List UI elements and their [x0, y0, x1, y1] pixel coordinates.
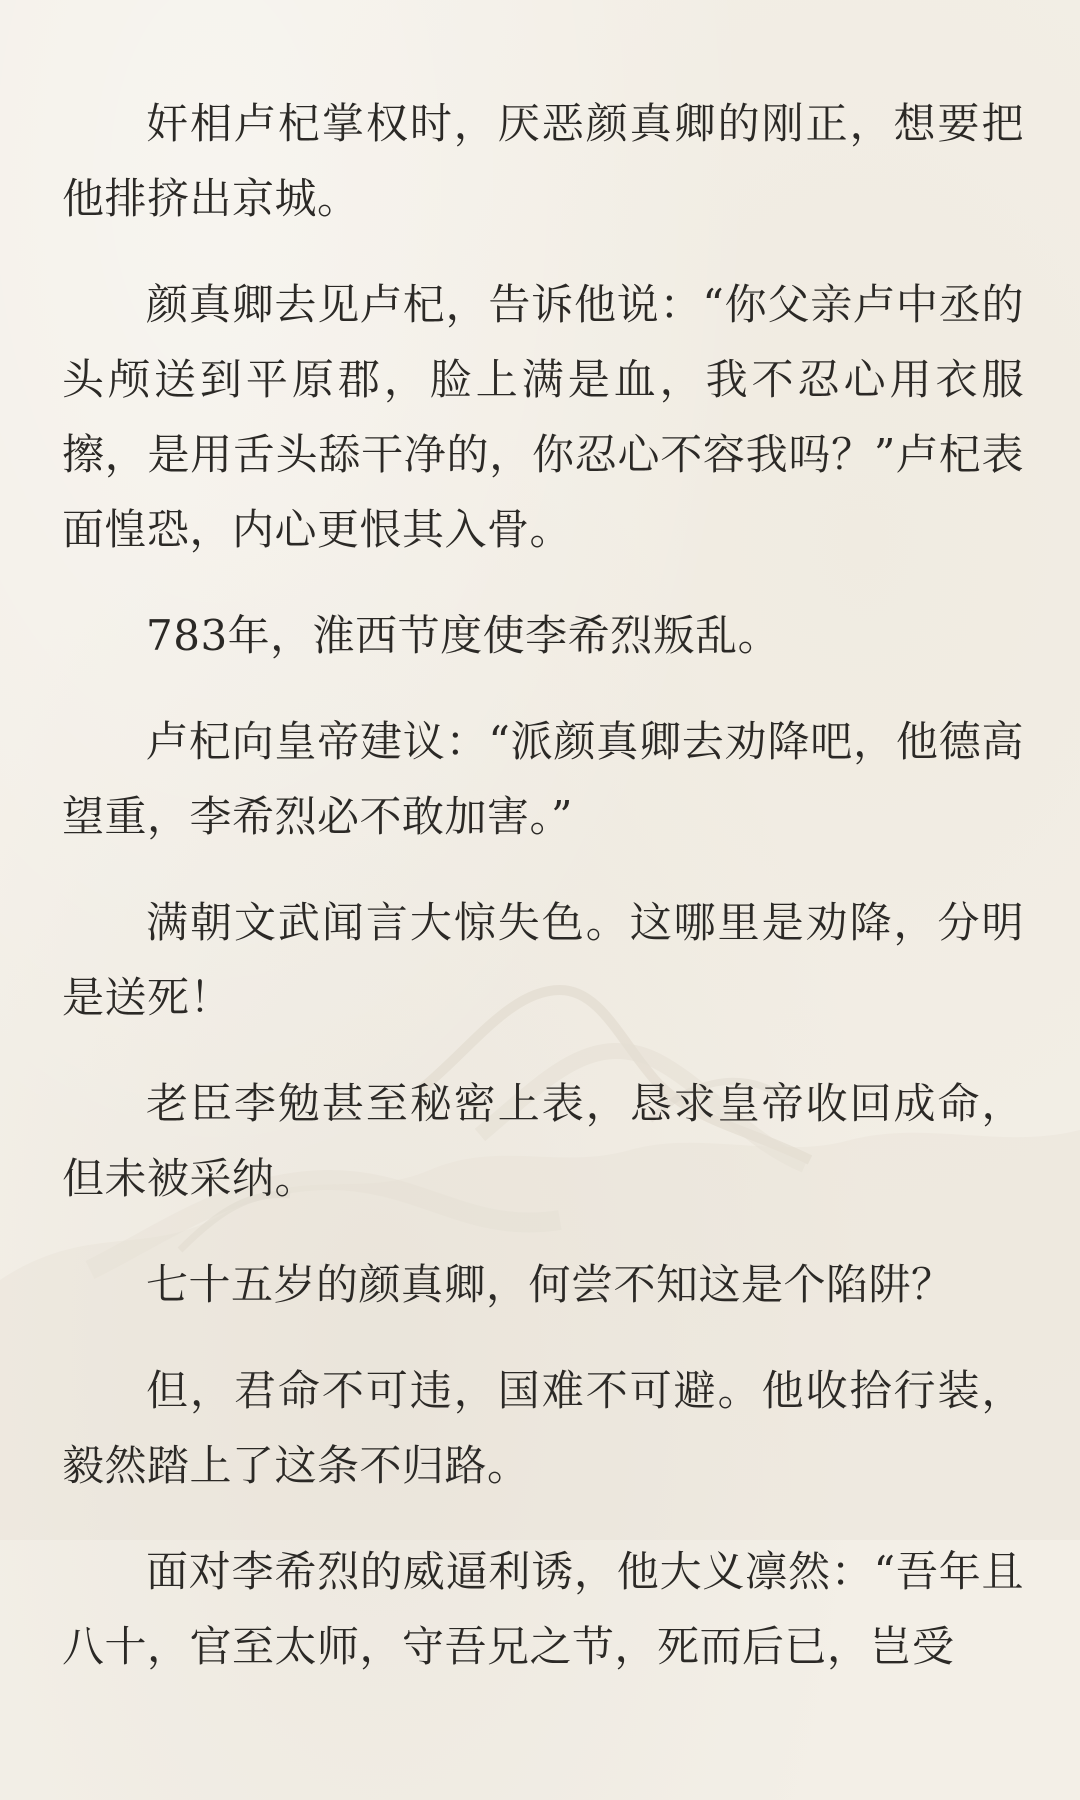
- article-paragraph: 七十五岁的颜真卿，何尝不知这是个陷阱？: [146, 1260, 954, 1309]
- article-paragraph: 满朝文武闻言大惊失色。这哪里是劝降，分明是送死！: [62, 898, 1024, 1022]
- article-paragraph: 卢杞向皇帝建议：“派颜真卿去劝降吧，他德高望重，李希烈必不敢加害。”: [62, 717, 1024, 841]
- article-paragraph: 奸相卢杞掌权时，厌恶颜真卿的刚正，想要把他排挤出京城。: [62, 99, 1024, 223]
- article-body: [62, 86, 1024, 1715]
- article-paragraph: 783年，淮西节度使李希烈叛乱。: [146, 611, 781, 660]
- article-paragraph: 面对李希烈的威逼利诱，他大义凛然：“吾年且八十，官至太师，守吾兄之节，死而后已，岂受: [62, 1547, 1024, 1671]
- article-paragraph: 老臣李勉甚至秘密上表，恳求皇帝收回成命，但未被采纳。: [62, 1079, 1024, 1203]
- article-paragraph: 但，君命不可违，国难不可避。他收拾行装，毅然踏上了这条不归路。: [62, 1366, 1024, 1490]
- article-paragraph: 颜真卿去见卢杞，告诉他说：“你父亲卢中丞的头颅送到平原郡，脸上满是血，我不忍心用衣服擦，是用舌头舔干净的，你忍心不容我吗？”卢杞表面惶恐，内心更恨其入骨。: [62, 280, 1024, 554]
